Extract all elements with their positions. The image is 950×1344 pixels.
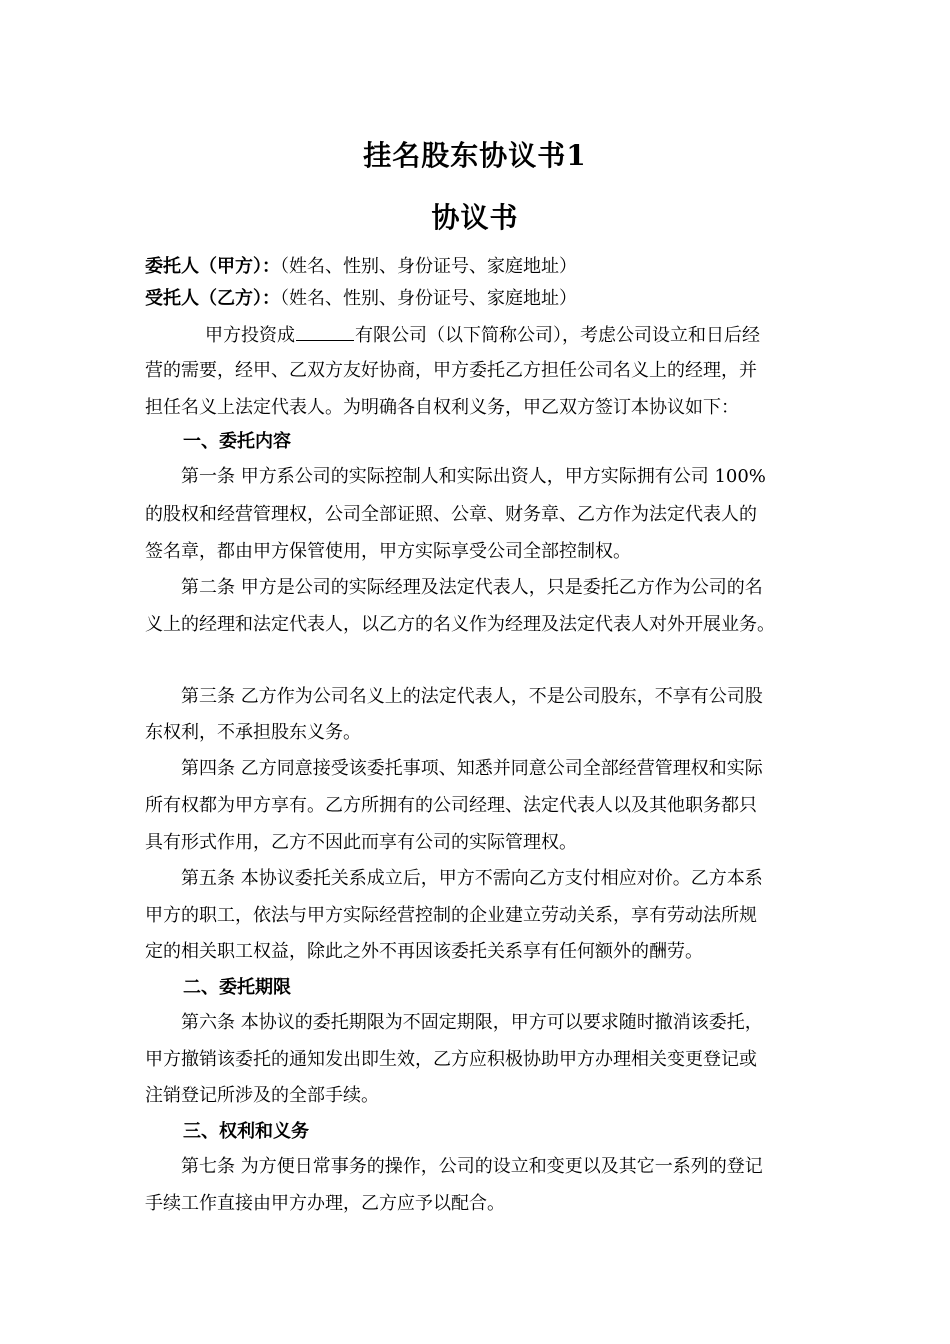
party-a-value: （姓名、性别、身份证号、家庭地址） xyxy=(280,256,577,277)
article-5-line-1: 第五条 本协议委托关系成立后，甲方不需向乙方支付相应对价。乙方本系 xyxy=(181,868,763,889)
document-subtitle: 协议书 xyxy=(431,201,519,234)
section-heading-3: 三、权利和义务 xyxy=(183,1121,309,1142)
article-1-line-1: 第一条 甲方系公司的实际控制人和实际出资人，甲方实际拥有公司 100% xyxy=(181,466,766,487)
intro-part-1: 甲方投资成 xyxy=(205,325,295,346)
intro-line-1 xyxy=(205,322,885,348)
article-6-line-1: 第六条 本协议的委托期限为不固定期限，甲方可以要求随时撤消该委托， xyxy=(181,1012,763,1033)
article-4-line-2: 所有权都为甲方享有。乙方所拥有的公司经理、法定代表人以及其他职务都只 xyxy=(145,795,757,816)
article-3-line-1: 第三条 乙方作为公司名义上的法定代表人，不是公司股东，不享有公司股 xyxy=(181,686,763,707)
section-heading-1: 一、委托内容 xyxy=(183,431,291,452)
article-6-line-3: 注销登记所涉及的全部手续。 xyxy=(145,1085,379,1106)
article-6-line-2: 甲方撤销该委托的通知发出即生效，乙方应积极协助甲方办理相关变更登记或 xyxy=(145,1049,757,1070)
intro-line-2: 营的需要，经甲、乙双方友好协商，甲方委托乙方担任公司名义上的经理，并 xyxy=(145,360,757,381)
party-a-label: 委托人（甲方）： xyxy=(145,256,280,277)
article-5-line-3: 定的相关职工权益，除此之外不再因该委托关系享有任何额外的酬劳。 xyxy=(145,941,703,962)
article-2-line-2: 义上的经理和法定代表人，以乙方的名义作为经理及法定代表人对外开展业务。 xyxy=(145,614,775,635)
intro-line-3: 担任名义上法定代表人。为明确各自权利义务，甲乙双方签订本协议如下： xyxy=(145,397,739,418)
company-name-blank xyxy=(296,322,354,341)
party-b-label: 受托人（乙方）： xyxy=(145,288,280,309)
article-3-line-2: 东权利，不承担股东义务。 xyxy=(145,722,361,743)
article-4-line-1: 第四条 乙方同意接受该委托事项、知悉并同意公司全部经营管理权和实际 xyxy=(181,758,763,779)
article-7-line-1: 第七条 为方便日常事务的操作，公司的设立和变更以及其它一系列的登记 xyxy=(181,1156,763,1177)
party-a-line xyxy=(145,255,825,279)
article-4-line-3: 具有形式作用，乙方不因此而享有公司的实际管理权。 xyxy=(145,832,577,853)
article-1-line-2: 的股权和经营管理权，公司全部证照、公章、财务章、乙方作为法定代表人的 xyxy=(145,504,757,525)
article-1-line-3: 签名章，都由甲方保管使用，甲方实际享受公司全部控制权。 xyxy=(145,541,631,562)
party-b-line xyxy=(145,287,825,311)
party-b-value: （姓名、性别、身份证号、家庭地址） xyxy=(280,288,577,309)
article-5-line-2: 甲方的职工，依法与甲方实际经营控制的企业建立劳动关系，享有劳动法所规 xyxy=(145,905,757,926)
section-heading-2: 二、委托期限 xyxy=(183,977,291,998)
document-title: 挂名股东协议书1 xyxy=(363,139,587,172)
article-7-line-2: 手续工作直接由甲方办理，乙方应予以配合。 xyxy=(145,1193,505,1214)
intro-part-2: 有限公司（以下简称公司），考虑公司设立和日后经 xyxy=(355,325,760,346)
article-2-line-1: 第二条 甲方是公司的实际经理及法定代表人，只是委托乙方作为公司的名 xyxy=(181,577,763,598)
